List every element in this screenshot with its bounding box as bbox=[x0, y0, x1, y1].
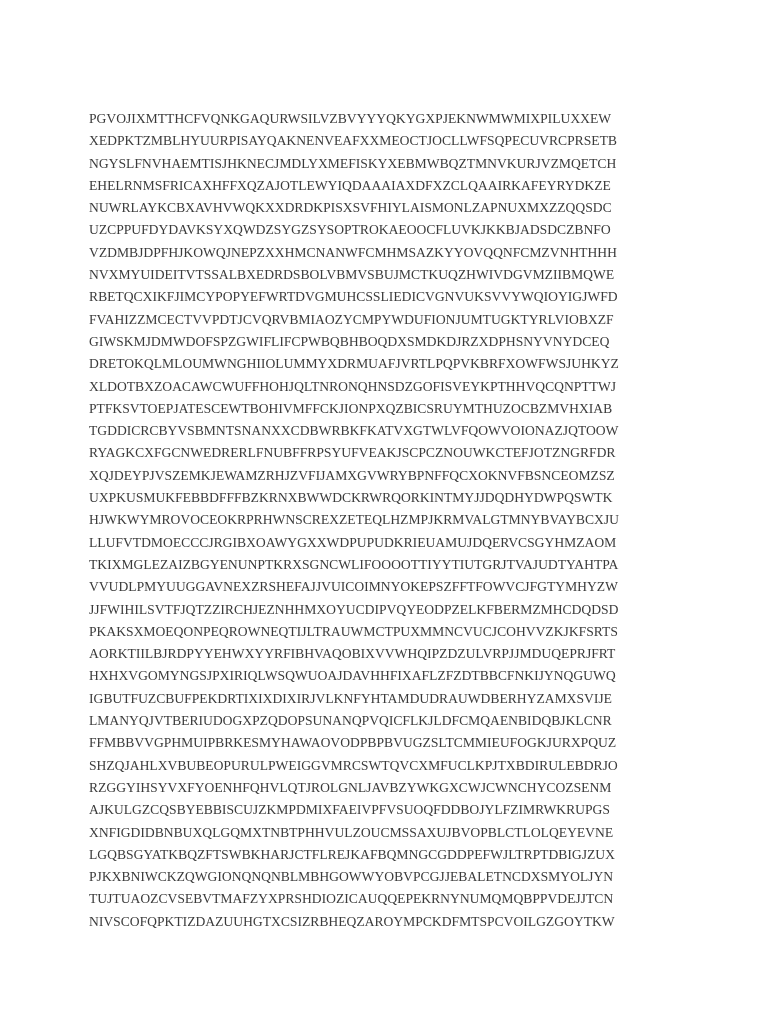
text-line: RZGGYIHSYVXFYOENHFQHVLQTJROLGNLJAVBZYWKGXCWJCWNCHYCOZSENM bbox=[89, 779, 612, 795]
text-line: PGVOJIXMTTHCFVQNKGAQURWSILVZBVYYYQKYGXPJEKNWMWMIXPILUXXEW bbox=[89, 111, 612, 126]
text-line: NVXMYUIDEITVTSSALBXEDRDSBOLVBMVSBUJMCTKUQZHWIVDGVMZIIBMQWE bbox=[89, 267, 615, 283]
text-line: NIVSCOFQPKTIZDAZUUHGTXCSIZRBHEQZAROYMPCKDFMTSPCVOILGZGOYTKW bbox=[89, 913, 615, 929]
text-line: XLDOTBXZOACAWCWUFFHOHJQLTNRONQHNSDZGOFISVEYKPTHHVQCQNPTTWJ bbox=[89, 378, 617, 394]
text-line: DRETOKQLMLOUMWNGHIIOLUMMYXDRMUAFJVRTLPQPVKBRFXOWFWSJUHKYZ bbox=[89, 356, 619, 372]
text-line: RYAGKCXFGCNWEDRERLFNUBFFRPSYUFVEAKJSCPCZNOUWKCTEFJOTZNGRFDR bbox=[89, 445, 616, 461]
text-line: HJWKWYMROVOCEOKRPRHWNSCREXZETEQLHZMPJKRMVALGTMNYBVAYBCXJU bbox=[89, 512, 619, 528]
text-line: NGYSLFNVHAEMTISJHKNECJMDLYXMEFISKYXEBMWBQZTMNVKURJVZMQETCH bbox=[89, 155, 617, 171]
text-line: AORKTIILBJRDPYYEHWXYYRFIBHVAQOBIXVVWHQIPZDZULVRPJJMDUQEPRJFRT bbox=[89, 646, 616, 662]
text-line: TUJTUAOZCVSEBVTMAFZYXPRSHDIOZICAUQQEPEKRNYNUMQMQBPPVDEJJTCN bbox=[89, 891, 614, 907]
text-line: TKIXMGLEZAIZBGYENUNPTKRXSGNCWLIFOOOOTTIYYTIUTGRJTVAJUDTYAHTPA bbox=[89, 556, 619, 572]
text-line: PJKXBNIWCKZQWGIONQNQNBLMBHGOWWYOBVPCGJJEBALETNCDXSMYOLJYN bbox=[89, 869, 614, 885]
text-line: XNFIGDIDBNBUXQLGQMXTNBTPHHVULZOUCMSSAXUJBVOPBLCTLOLQEYEVNE bbox=[89, 824, 614, 840]
text-line: XQJDEYPJVSZEMKJEWAMZRHJZVFIJAMXGVWRYBPNFFQCXOKNVFBSNCEOMZSZ bbox=[89, 467, 615, 483]
text-line: TGDDICRCBYVSBMNTSNANXXCDBWRBKFKATVXGTWLVFQOWVOIONAZJQTOOW bbox=[89, 423, 619, 439]
text-line: JJFWIHILSVTFJQTZZIRCHJEZNHHMXOYUCDIPVQYEODPZELKFBERMZMHCDQDSD bbox=[89, 601, 619, 617]
text-line: HXHXVGOMYNGSJPXIRIQLWSQWUOAJDAVHHFIXAFLZFZDTBBCFNKIJYNQGUWQ bbox=[89, 668, 616, 684]
text-line: GIWSKMJDMWDOFSPZGWIFLIFCPWBQBHBOQDXSMDKDJRZXDPHSNYVNYDCEQ bbox=[89, 333, 610, 349]
text-line: PTFKSVTOEPJATESCEWTBOHIVMFFCKJIONPXQZBICSRUYMTHUZOCBZMVHXIAB bbox=[89, 400, 613, 416]
text-line: FFMBBVVGPHMUIPBRKESMYHAWAOVODPBPBVUGZSLTCMMIEUFOGKJURXPQUZ bbox=[89, 735, 617, 751]
text-line: LGQBSGYATKBQZFTSWBKHARJCTFLREJKAFBQMNGCGDDPEFWJLTRPTDBIGJZUX bbox=[89, 846, 615, 862]
text-line: FVAHIZZMCECTVVPDTJCVQRVBMIAOZYCMPYWDUFIONJUMTUGKTYRLVIOBXZF bbox=[89, 311, 614, 327]
text-line: UZCPPUFDYDAVKSYXQWDZSYGZSYSOPTROKAEOOCFLUVKJKKBJADSDCZBNFO bbox=[89, 222, 611, 238]
text-line: UXPKUSMUKFEBBDFFFBZKRNXBWWDCKRWRQORKINTMYJJDQDHYDWPQSWTK bbox=[89, 490, 613, 506]
text-line: SHZQJAHLXVBUBEOPURULPWEIGGVMRCSWTQVCXMFUCLKPJTXBDIRULEBDRJO bbox=[89, 757, 618, 773]
text-line: AJKULGZCQSBYEBBISCUJZKMPDMIXFAEIVPFVSUOQFDDBOJYLFZIMRWKRUPGS bbox=[89, 802, 610, 818]
text-block bbox=[89, 108, 689, 933]
text-line: RBETQCXIKFJIMCYPOPYEFWRTDVGMUHCSSLIEDICVGNVUKSVVYWQIOYIGJWFD bbox=[89, 289, 618, 305]
text-line: NUWRLAYKCBXAVHVWQKXXDRDKPISXSVFHIYLAISMONLZAPNUXMXZZQQSDC bbox=[89, 200, 612, 216]
text-line: EHELRNMSFRICAXHFFXQZAJOTLEWYIQDAAAIAXDFXZCLQAAIRKAFEYRYDKZE bbox=[89, 177, 611, 193]
text-line: VZDMBJDPFHJKOWQJNEPZXXHMCNANWFCMHMSAZKYYOVQQNFCMZVNHTHHH bbox=[89, 244, 617, 260]
text-line: VVUDLPMYUUGGAVNEXZRSHEFAJJVUICOIMNYOKEPSZFFTFOWVCJFGTYMHYZW bbox=[89, 579, 618, 595]
text-line: LLUFVTDMOECCCJRGIBXOAWYGXXWDPUPUDKRIEUAMUJDQERVCSGYHMZAOM bbox=[89, 534, 617, 550]
text-line: PKAKSXMOEQONPEQROWNEQTIJLTRAUWMCTPUXMMNCVUCJCOHVVZKJKFSRTS bbox=[89, 623, 618, 639]
text-line: XEDPKTZMBLHYUURPISAYQAKNENVEAFXXMEOCTJOCLLWFSQPECUVRCPRSETB bbox=[89, 133, 617, 149]
text-line: LMANYQJVTBERIUDOGXPZQDOPSUNANQPVQICFLKJLDFCMQAENBIDQBJKLCNR bbox=[89, 713, 612, 729]
text-line: IGBUTFUZCBUFPEKDRTIXIXDIXIRJVLKNFYHTAMDUDRAUWDBERHYZAMXSVIJE bbox=[89, 690, 612, 706]
